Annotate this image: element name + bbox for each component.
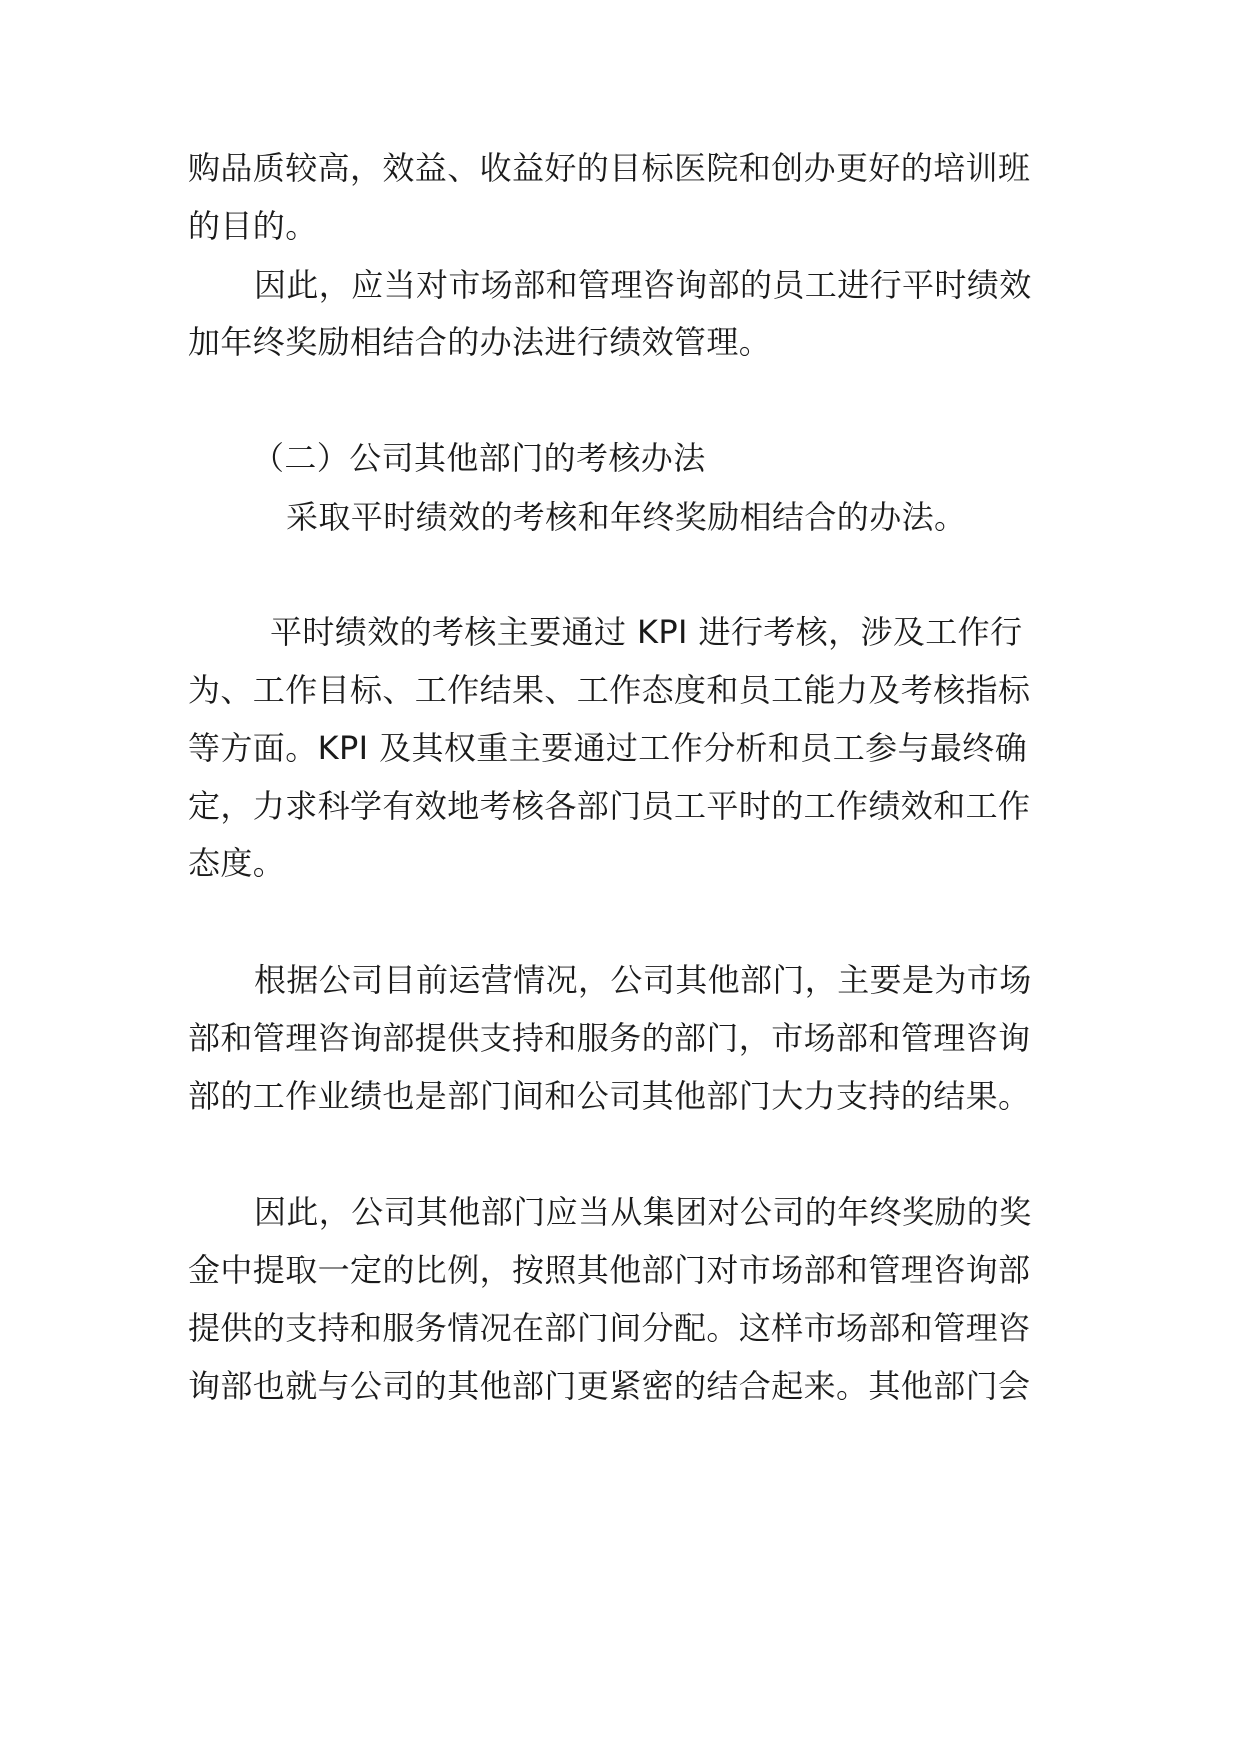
paragraph-line: 为、工作目标、工作结果、工作态度和员工能力及考核指标	[188, 671, 1031, 709]
paragraph-line: 加年终奖励相结合的办法进行绩效管理。	[188, 323, 772, 361]
paragraph-line: 提供的支持和服务情况在部门间分配。这样市场部和管理咨	[188, 1309, 1031, 1347]
paragraph-line: 金中提取一定的比例，按照其他部门对市场部和管理咨询部	[188, 1251, 1031, 1289]
paragraph-line: 等方面。KPI 及其权重主要通过工作分析和员工参与最终确	[188, 729, 1028, 767]
paragraph-line: 的目的。	[188, 207, 318, 245]
paragraph-line: 采取平时绩效的考核和年终奖励相结合的办法。	[286, 498, 967, 536]
paragraph-line: 部的工作业绩也是部门间和公司其他部门大力支持的结果。	[188, 1077, 1031, 1115]
paragraph-line: 定，力求科学有效地考核各部门员工平时的工作绩效和工作	[188, 787, 1031, 825]
paragraph-line: 根据公司目前运营情况，公司其他部门，主要是为市场	[254, 961, 1032, 999]
paragraph-line: 部和管理咨询部提供支持和服务的部门，市场部和管理咨询	[188, 1019, 1031, 1057]
paragraph-line: 因此，公司其他部门应当从集团对公司的年终奖励的奖	[254, 1193, 1032, 1231]
paragraph-line: 平时绩效的考核主要通过 KPI 进行考核，涉及工作行	[270, 613, 1023, 651]
section-heading: （二）公司其他部门的考核办法	[252, 439, 706, 477]
paragraph-line: 购品质较高，效益、收益好的目标医院和创办更好的培训班	[188, 149, 1031, 187]
paragraph-line: 询部也就与公司的其他部门更紧密的结合起来。其他部门会	[188, 1367, 1031, 1405]
paragraph-line: 态度。	[188, 844, 286, 882]
paragraph-line: 因此，应当对市场部和管理咨询部的员工进行平时绩效	[254, 266, 1032, 304]
